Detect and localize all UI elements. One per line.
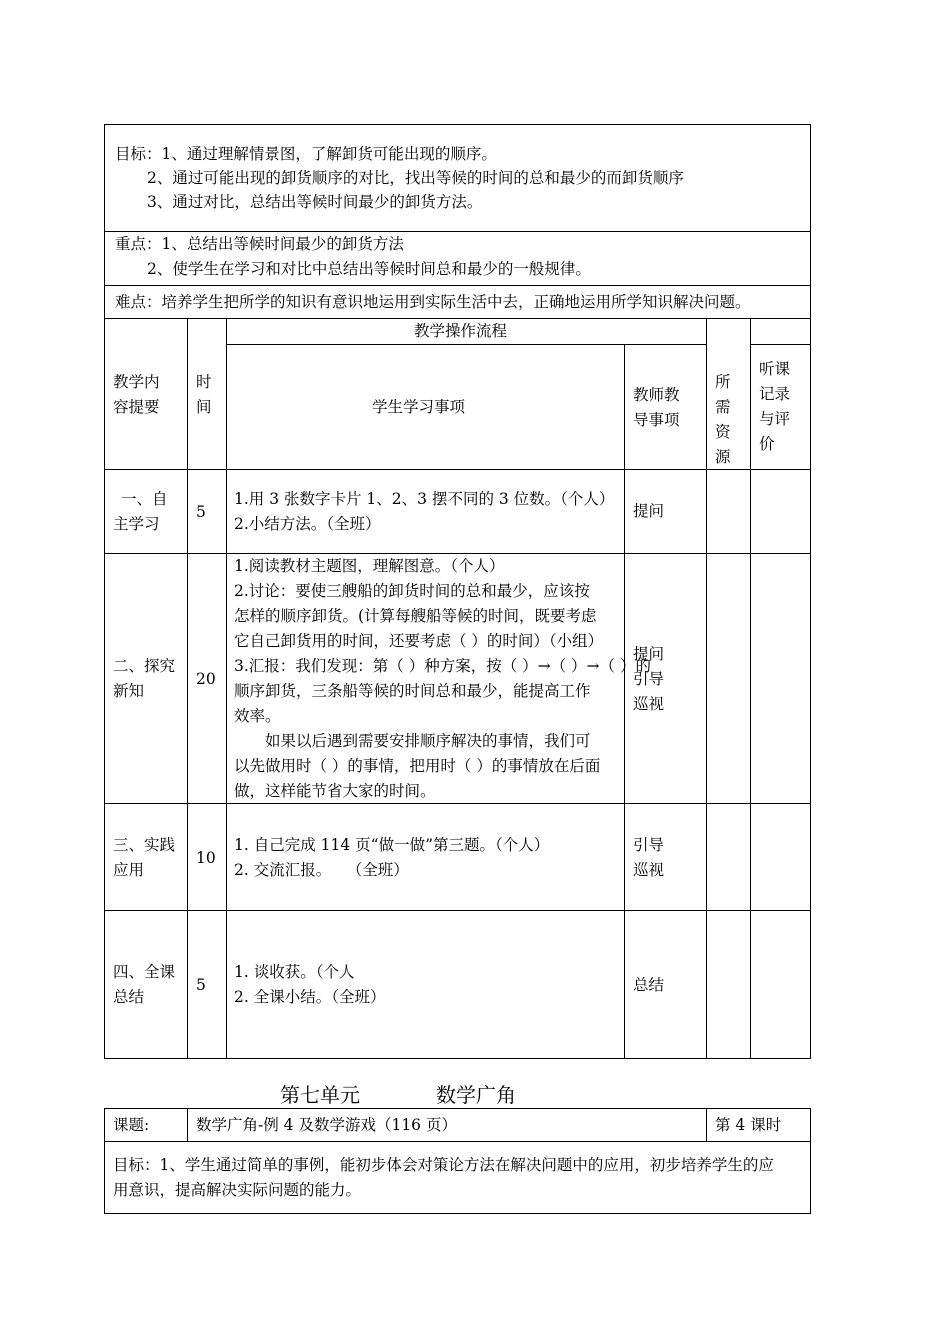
column-divider bbox=[187, 1108, 188, 1141]
header-evaluation: 与评 bbox=[759, 410, 791, 428]
unit-number: 第七单元 bbox=[280, 1083, 360, 1107]
row-divider bbox=[104, 803, 811, 804]
row-content: 总结 bbox=[113, 988, 145, 1006]
row-teacher: 提问 bbox=[633, 645, 665, 663]
header-evaluation: 记录 bbox=[759, 385, 791, 403]
header-content: 教学内 bbox=[113, 373, 160, 391]
row-divider bbox=[104, 1141, 811, 1142]
header-evaluation: 价 bbox=[759, 435, 775, 453]
row-student: 怎样的顺序卸货。(计算每艘船等候的时间，既要考虑 bbox=[234, 607, 597, 625]
header-student: 学生学习事项 bbox=[372, 398, 466, 416]
row-student: 如果以后遇到需要安排顺序解决的事情，我们可 bbox=[234, 732, 591, 750]
row-student: 2. 全课小结。（全班） bbox=[234, 988, 386, 1006]
header-resources: 资 bbox=[715, 423, 731, 441]
row-student: 3.汇报：我们发现：第（ ）种方案，按（ ）→（ ）→（ ）的 bbox=[234, 657, 651, 675]
header-resources: 所 bbox=[715, 373, 731, 391]
header-resources: 需 bbox=[715, 398, 731, 416]
column-divider bbox=[187, 318, 188, 1059]
row-teacher: 引导 bbox=[633, 836, 665, 854]
lesson-objective-line-1: 目标：1、学生通过简单的事例，能初步体会对策论方法在解决问题中的应用，初步培养学生的应 bbox=[113, 1156, 774, 1174]
row-content: 二、探究 bbox=[113, 657, 176, 675]
unit-name: 数学广角 bbox=[436, 1083, 516, 1107]
key-point-line-2: 2、使学生在学习和对比中总结出等候时间总和最少的一般规律。 bbox=[147, 260, 591, 278]
column-divider bbox=[624, 344, 625, 1059]
row-student: 以先做用时（ ）的事情，把用时（ ）的事情放在后面 bbox=[234, 757, 601, 775]
row-student: 1.用 3 张数字卡片 1、2、3 摆不同的 3 位数。（个人） bbox=[234, 490, 615, 508]
row-content: 一、自 bbox=[121, 490, 168, 508]
row-time: 5 bbox=[196, 976, 206, 994]
header-evaluation: 听课 bbox=[759, 360, 791, 378]
header-content: 容提要 bbox=[113, 398, 160, 416]
row-content: 主学习 bbox=[113, 515, 160, 533]
row-student: 它自己卸货用的时间，还要考虑（ ）的时间）（小组） bbox=[234, 632, 604, 650]
column-divider bbox=[750, 318, 751, 1059]
header-resources: 源 bbox=[715, 448, 731, 466]
row-teacher: 巡视 bbox=[633, 695, 665, 713]
column-divider bbox=[706, 1108, 707, 1141]
row-content: 四、全课 bbox=[113, 963, 176, 981]
row-teacher: 提问 bbox=[633, 502, 665, 520]
topic-text: 数学广角-例 4 及数学游戏（116 页） bbox=[196, 1116, 457, 1134]
row-content: 三、实践 bbox=[113, 836, 176, 854]
row-divider bbox=[104, 469, 811, 470]
row-student: 2.讨论：要使三艘船的卸货时间的总和最少，应该按 bbox=[234, 582, 590, 600]
process-header: 教学操作流程 bbox=[414, 322, 508, 340]
row-teacher: 巡视 bbox=[633, 861, 665, 879]
lesson-objective-line-2: 用意识，提高解决实际问题的能力。 bbox=[113, 1181, 362, 1199]
row-student: 效率。 bbox=[234, 707, 281, 725]
column-divider bbox=[226, 318, 227, 1059]
row-student: 做，这样能节省大家的时间。 bbox=[234, 782, 436, 800]
period-text: 第 4 课时 bbox=[715, 1116, 782, 1134]
row-student: 1. 自己完成 114 页“做一做”第三题。（个人） bbox=[234, 836, 550, 854]
subheader-divider bbox=[226, 344, 706, 345]
topic-label: 课题: bbox=[113, 1116, 150, 1134]
row-teacher: 总结 bbox=[633, 976, 665, 994]
row-student: 2. 交流汇报。 （全班） bbox=[234, 861, 409, 879]
objective-line-1: 目标：1、通过理解情景图，了解卸货可能出现的顺序。 bbox=[115, 145, 497, 163]
row-divider bbox=[104, 910, 811, 911]
row-content: 应用 bbox=[113, 861, 145, 879]
header-time: 间 bbox=[196, 398, 212, 416]
row-student: 顺序卸货，三条船等候的时间总和最少，能提高工作 bbox=[234, 682, 591, 700]
key-point-line-1: 重点：1、总结出等候时间最少的卸货方法 bbox=[115, 235, 404, 253]
row-time: 20 bbox=[196, 670, 216, 688]
row-content: 新知 bbox=[113, 682, 145, 700]
difficulty-text: 难点：培养学生把所学的知识有意识地运用到实际生活中去，正确地运用所学知识解决问题。 bbox=[115, 293, 751, 311]
row-time: 10 bbox=[196, 849, 216, 867]
row-teacher: 引导 bbox=[633, 670, 665, 688]
objective-line-3: 3、通过对比，总结出等候时间最少的卸货方法。 bbox=[147, 193, 483, 211]
header-time: 时 bbox=[196, 373, 212, 391]
subheader-divider bbox=[750, 344, 811, 345]
row-student: 1.阅读教材主题图，理解图意。（个人） bbox=[234, 557, 505, 575]
column-divider bbox=[706, 318, 707, 1059]
row-divider bbox=[104, 285, 811, 286]
header-teacher: 教师教 bbox=[633, 386, 680, 404]
row-student: 2.小结方法。（全班） bbox=[234, 515, 381, 533]
header-teacher: 导事项 bbox=[633, 411, 680, 429]
row-time: 5 bbox=[196, 503, 206, 521]
objective-line-2: 2、通过可能出现的卸货顺序的对比，找出等候的时间的总和最少的而卸货顺序 bbox=[147, 169, 684, 187]
row-student: 1. 谈收获。（个人 bbox=[234, 963, 355, 981]
